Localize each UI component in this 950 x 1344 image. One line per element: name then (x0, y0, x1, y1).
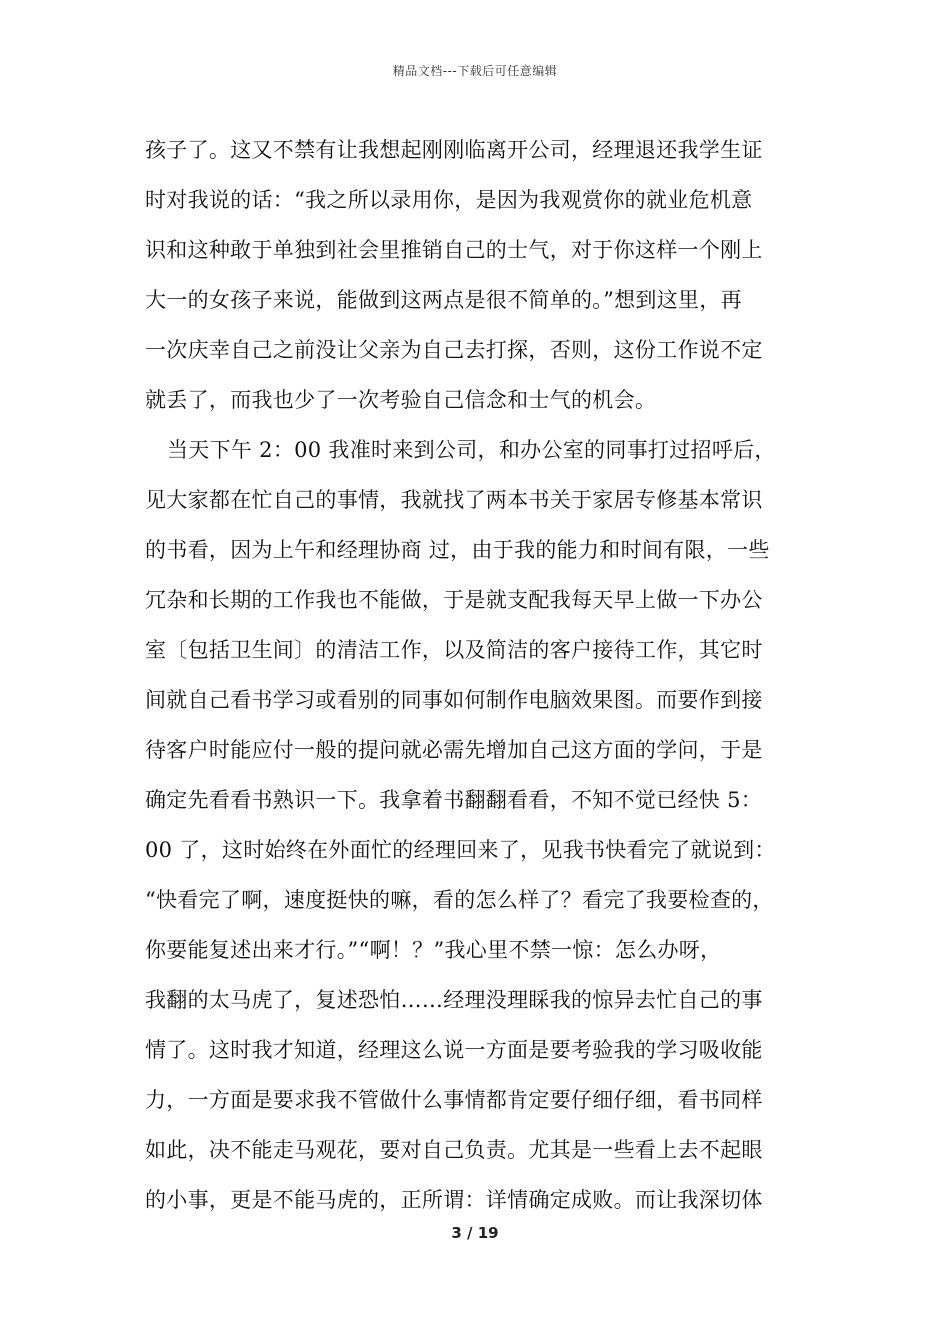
body-line-3: 识和这种敢于单独到社会里推销自己的士气，对于你这样一个刚上 (145, 238, 763, 262)
body-line-2: 时对我说的话：“我之所以录用你，是因为我观赏你的就业危机意 (145, 188, 753, 212)
body-line-12: 间就自己看书学习或看别的同事如何制作电脑效果图。而要作到接 (145, 688, 763, 712)
body-line-6: 就丢了，而我也少了一次考验自己信念和士气的机会。 (145, 388, 657, 412)
body-line-4: 大一的女孩子来说，能做到这两点是很不简单的。”想到这里，再 (145, 288, 742, 312)
body-line-21: 如此，决不能走马观花，要对自己负责。尤其是一些看上去不起眼 (145, 1138, 763, 1162)
body-line-8: 见大家都在忙自己的事情，我就找了两本书关于家居专修基本常识 (145, 488, 763, 512)
body-line-5: 一次庆幸自己之前没让父亲为自己去打探，否则，这份工作说不定 (145, 338, 763, 362)
body-line-18: 我翻的太马虎了，复述恐怕……经理没理睬我的惊异去忙自己的事 (145, 988, 763, 1012)
body-line-16: “快看完了啊，速度挺快的嘛，看的怎么样了？看完了我要检查的， (145, 888, 774, 912)
body-line-11: 室〔包括卫生间〕的清洁工作，以及简洁的客户接待工作，其它时 (145, 638, 763, 662)
body-line-7: 当天下午 2：00 我准时来到公司，和办公室的同事打过招呼后， (167, 438, 776, 462)
body-line-17: 你要能复述出来才行。”“啊！？”我心里不禁一惊：怎么办呀， (145, 938, 722, 962)
body-line-1: 孩子了。这又不禁有让我想起刚刚临离开公司，经理退还我学生证 (145, 138, 763, 162)
body-line-10: 冗杂和长期的工作我也不能做，于是就支配我每天早上做一下办公 (145, 588, 763, 612)
body-line-20: 力，一方面是要求我不管做什么事情都肯定要仔细仔细，看书同样 (145, 1088, 763, 1112)
body-line-9: 的书看，因为上午和经理协商 过，由于我的能力和时间有限，一些 (145, 538, 770, 562)
body-line-13: 待客户时能应付一般的提问就必需先增加自己这方面的学问，于是 (145, 738, 763, 762)
body-line-22: 的小事，更是不能马虎的，正所谓：详情确定成败。而让我深切体 (145, 1188, 763, 1212)
body-line-14: 确定先看看书熟识一下。我拿着书翻翻看看，不知不觉已经快 5： (145, 788, 763, 812)
page-header: 精品文档---下载后可任意编辑 (392, 64, 558, 78)
body-line-19: 情了。这时我才知道，经理这么说一方面是要考验我的学习吸收能 (145, 1038, 763, 1062)
document-body (145, 125, 825, 1225)
body-line-15: 00 了，这时始终在外面忙的经理回来了，见我书快看完了就说到： (145, 838, 776, 862)
page-number: 3 / 19 (451, 1224, 499, 1242)
